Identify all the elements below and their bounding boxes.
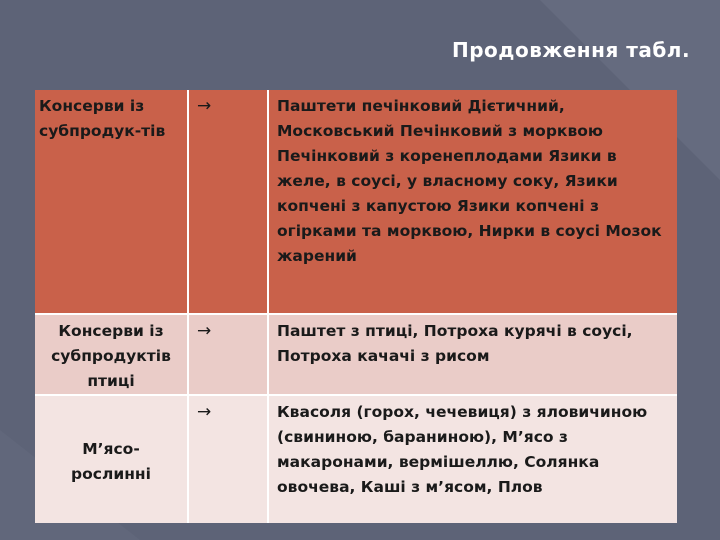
table-row (35, 395, 677, 523)
category-cell (35, 90, 188, 314)
category-cell (35, 314, 188, 395)
arrow-icon: → (188, 90, 268, 314)
category-label: М’ясо-рослинні (71, 439, 151, 483)
category-label: Консерви із субпродук-тів (39, 97, 166, 140)
items-cell: Паштети печінковий Дієтичний, Московський Печінковий з морквою Печінковий з коренеплодами Язики в желе, в соусі, у власному соку, Язики копчені з капустою Язики копчені з огірками та морквою, Нирки в соусі Мозок жарений (268, 90, 677, 314)
table-row (35, 90, 677, 314)
arrow-icon: → (188, 395, 268, 523)
table-row (35, 314, 677, 395)
items-cell: Квасоля (горох, чечевиця) з яловичиною (свининою, бараниною), М’ясо з макаронами, вермішеллю, Солянка овочева, Каші з м’ясом, Плов (268, 395, 677, 523)
category-label: Консерви із субпродуктів птиці (51, 322, 171, 390)
slide-title: Продовження табл. (452, 38, 691, 62)
content-table (35, 90, 677, 523)
category-cell (35, 395, 188, 523)
items-cell: Паштет з птиці, Потроха курячі в соусі, Потроха качачі з рисом (268, 314, 677, 395)
arrow-icon: → (188, 314, 268, 395)
